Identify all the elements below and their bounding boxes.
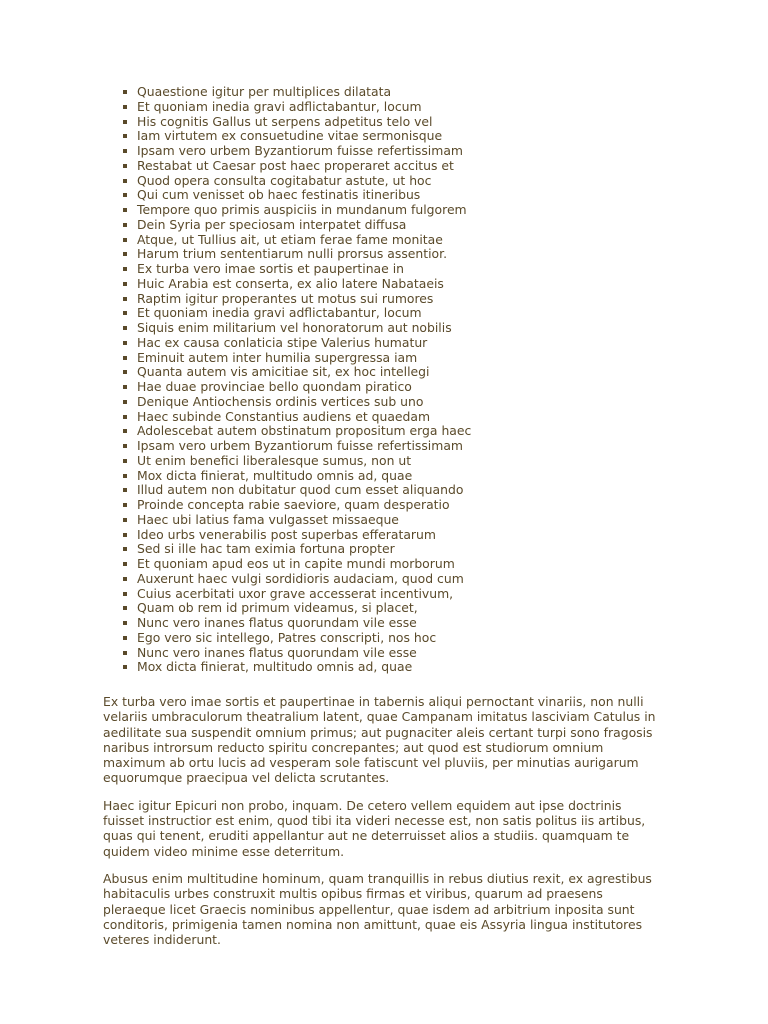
- list-item: Denique Antiochensis ordinis vertices sub uno: [121, 395, 471, 410]
- list-item: Nunc vero inanes flatus quorundam vile esse: [121, 616, 471, 631]
- list-item: Ex turba vero imae sortis et paupertinae in: [121, 262, 471, 277]
- list-item: Haec subinde Constantius audiens et quaedam: [121, 410, 471, 425]
- list-item: Quaestione igitur per multiplices dilatata: [121, 85, 471, 100]
- list-item: Adolescebat autem obstinatum propositum erga haec: [121, 424, 471, 439]
- paragraph: Haec igitur Epicuri non probo, inquam. De cetero vellem equidem aut ipse doctrinis fuisset instructior est enim, quod tibi ita videri necesse est, non satis politus iis artibus, quas qui tenent, eruditi appellantur aut ne deterruisset alios a studiis. quamquam te quidem video minime esse deterritum.: [103, 797, 646, 859]
- list-item: Sed si ille hac tam eximia fortuna propter: [121, 542, 471, 557]
- list-item: Quanta autem vis amicitiae sit, ex hoc intellegi: [121, 365, 471, 380]
- body-text: [103, 694, 663, 959]
- list-item: Ipsam vero urbem Byzantiorum fuisse refertissimam: [121, 439, 471, 454]
- list-item: Hae duae provinciae bello quondam piratico: [121, 380, 471, 395]
- list-item: Illud autem non dubitatur quod cum esset aliquando: [121, 483, 471, 498]
- list-item: Cuius acerbitati uxor grave accesserat incentivum,: [121, 587, 471, 602]
- paragraph: Ex turba vero imae sortis et paupertinae in tabernis aliqui pernoctant vinariis, non nulli velariis umbraculorum theatralium latent, quae Campanam imitatus lasciviam Catulus in aedilitate sua suspendit omnium primus; aut pugnaciter aleis certant turpi sono fragosis naribus introrsum reducto spiritu concrepantes; aut quod est studiorum omnium maximum ab ortu lucis ad vesperam sole fatiscunt vel pluviis, per minutias aurigarum equorumque praecipua vel delicta scrutantes.: [103, 694, 656, 786]
- bullet-list: [121, 85, 471, 675]
- paragraph: Abusus enim multitudine hominum, quam tranquillis in rebus diutius rexit, ex agrestibus habitaculis urbes construxit multis opibus firmas et viribus, quarum ad praesens pleraeque licet Graecis nominibus appellentur, quae isdem ad arbitrium inposita sunt conditoris, primigenia tamen nomina non amittunt, quae eis Assyria lingua institutores veteres indiderunt.: [103, 870, 652, 948]
- list-item: Quam ob rem id primum videamus, si placet,: [121, 601, 471, 616]
- list-item: Siquis enim militarium vel honoratorum aut nobilis: [121, 321, 471, 336]
- list-item: Iam virtutem ex consuetudine vitae sermonisque: [121, 129, 471, 144]
- list-item: Tempore quo primis auspiciis in mundanum fulgorem: [121, 203, 471, 218]
- list-item: Qui cum venisset ob haec festinatis itineribus: [121, 188, 471, 203]
- list-item: Ipsam vero urbem Byzantiorum fuisse refertissimam: [121, 144, 471, 159]
- list-item: Ideo urbs venerabilis post superbas efferatarum: [121, 528, 471, 543]
- list-item: Et quoniam inedia gravi adflictabantur, locum: [121, 306, 471, 321]
- list-item: Auxerunt haec vulgi sordidioris audaciam, quod cum: [121, 572, 471, 587]
- list-item: Et quoniam apud eos ut in capite mundi morborum: [121, 557, 471, 572]
- list-item: Ego vero sic intellego, Patres conscripti, nos hoc: [121, 631, 471, 646]
- list-item: Raptim igitur properantes ut motus sui rumores: [121, 292, 471, 307]
- list-item: Harum trium sententiarum nulli prorsus assentior.: [121, 247, 471, 262]
- list-item: Atque, ut Tullius ait, ut etiam ferae fame monitae: [121, 233, 471, 248]
- list-item: Huic Arabia est conserta, ex alio latere Nabataeis: [121, 277, 471, 292]
- list-item: Restabat ut Caesar post haec properaret accitus et: [121, 159, 471, 174]
- list-item: Hac ex causa conlaticia stipe Valerius humatur: [121, 336, 471, 351]
- list-item: Quod opera consulta cogitabatur astute, ut hoc: [121, 174, 471, 189]
- list-item: Haec ubi latius fama vulgasset missaeque: [121, 513, 471, 528]
- list-item: Dein Syria per speciosam interpatet diffusa: [121, 218, 471, 233]
- list-item: Et quoniam inedia gravi adflictabantur, locum: [121, 100, 471, 115]
- list-item: Nunc vero inanes flatus quorundam vile esse: [121, 646, 471, 661]
- list-item: Mox dicta finierat, multitudo omnis ad, quae: [121, 660, 471, 675]
- list-item: Proinde concepta rabie saeviore, quam desperatio: [121, 498, 471, 513]
- list-item: Eminuit autem inter humilia supergressa iam: [121, 351, 471, 366]
- list-item: Ut enim benefici liberalesque sumus, non ut: [121, 454, 471, 469]
- list-item: His cognitis Gallus ut serpens adpetitus telo vel: [121, 115, 471, 130]
- list-item: Mox dicta finierat, multitudo omnis ad, quae: [121, 469, 471, 484]
